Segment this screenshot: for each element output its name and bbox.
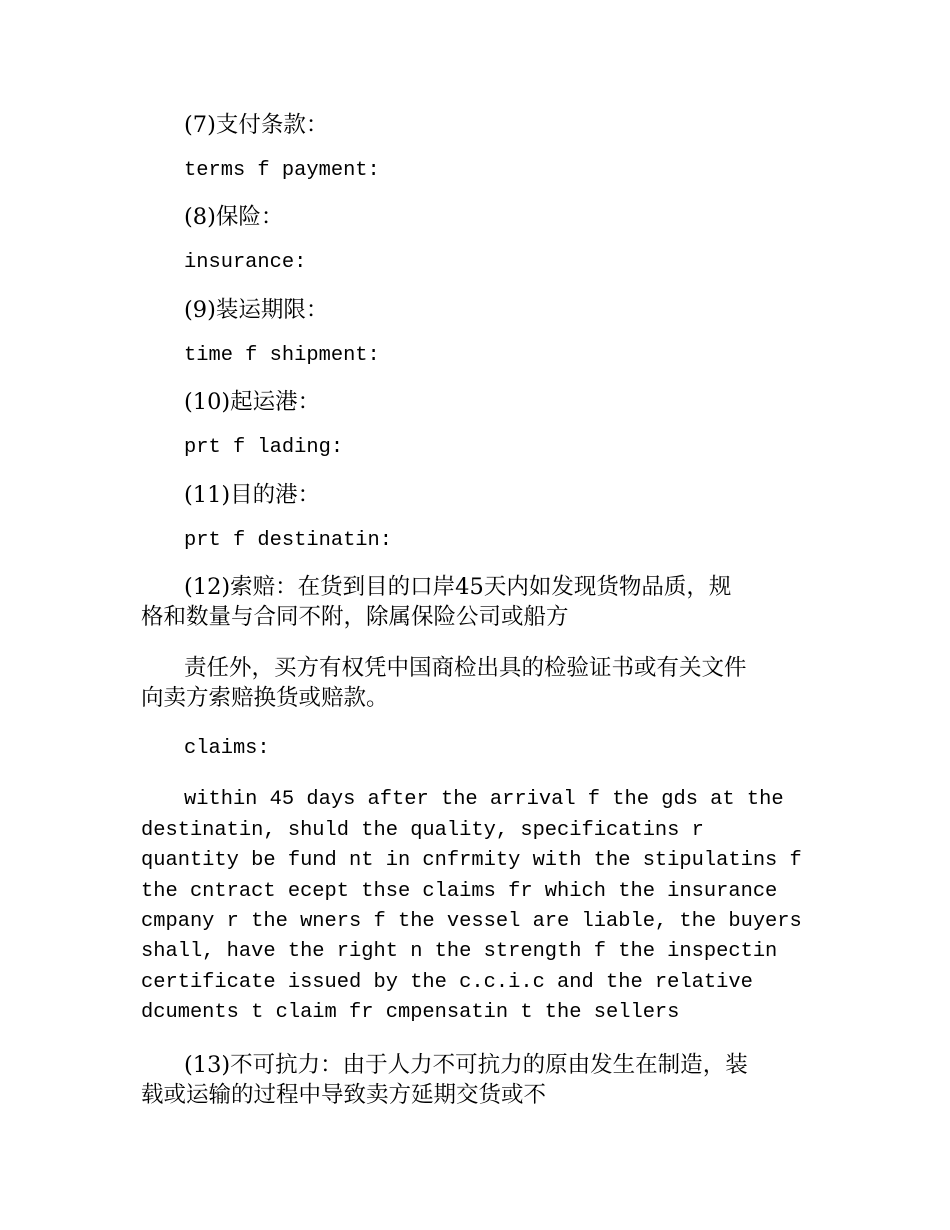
claims-line-5: cmpany r the wners f the vessel are liable, the buyers (141, 910, 802, 934)
clause-9-heading: (9)装运期限： (184, 296, 329, 323)
clause-9-english: time f shipment: (184, 343, 380, 367)
clause-13-chinese (141, 1050, 821, 1110)
claims-line-8: dcuments t claim fr cmpensatin t the sellers (141, 1001, 680, 1025)
claims-paragraph (141, 785, 821, 1028)
clause-12-chinese-part1 (141, 572, 821, 632)
clause-12-chinese-part2 (141, 653, 821, 713)
claims-line-6: shall, have the right n the strength f the inspectin (141, 940, 778, 964)
claims-line-4: the cntract ecept thse claims fr which the insurance (141, 879, 778, 903)
clause-7-heading: (7)支付条款： (184, 112, 329, 138)
claims-line-2: destinatin, shuld the quality, specificatins r (141, 818, 704, 842)
clause-10-english: prt f lading: (184, 436, 344, 460)
clause-10-heading: (10)起运港： (184, 389, 321, 416)
clause-13-line2: 载或运输的过程中导致卖方延期交货或不 (141, 1081, 547, 1108)
clause-8-english: insurance: (184, 251, 307, 275)
clause-12-cn-a-line1: (12)索赔：在货到目的口岸45天内如发现货物品质，规 (184, 574, 732, 601)
claims-line-7: certificate issued by the c.c.i.c and the relative (141, 970, 753, 994)
claims-line-1: within 45 days after the arrival f the gds at the (184, 788, 784, 812)
clause-12-cn-b-line2: 向卖方索赔换货或赔款。 (141, 685, 389, 712)
clause-13-line1: (13)不可抗力：由于人力不可抗力的原由发生在制造，装 (184, 1051, 748, 1078)
document-page (141, 110, 821, 1110)
clause-12-cn-b-line1: 责任外，买方有权凭中国商检出具的检验证书或有关文件 (184, 655, 747, 682)
clause-7-english: terms f payment: (184, 159, 380, 182)
clause-12-cn-a-line2: 格和数量与合同不附，除属保险公司或船方 (141, 604, 569, 631)
clause-8-heading: (8)保险： (184, 204, 284, 231)
claims-line-3: quantity be fund nt in cnfrmity with the stipulatins f (141, 849, 802, 873)
clause-11-heading: (11)目的港： (184, 481, 321, 508)
claims-label: claims: (184, 737, 270, 761)
clause-11-english: prt f destinatin: (184, 528, 393, 552)
